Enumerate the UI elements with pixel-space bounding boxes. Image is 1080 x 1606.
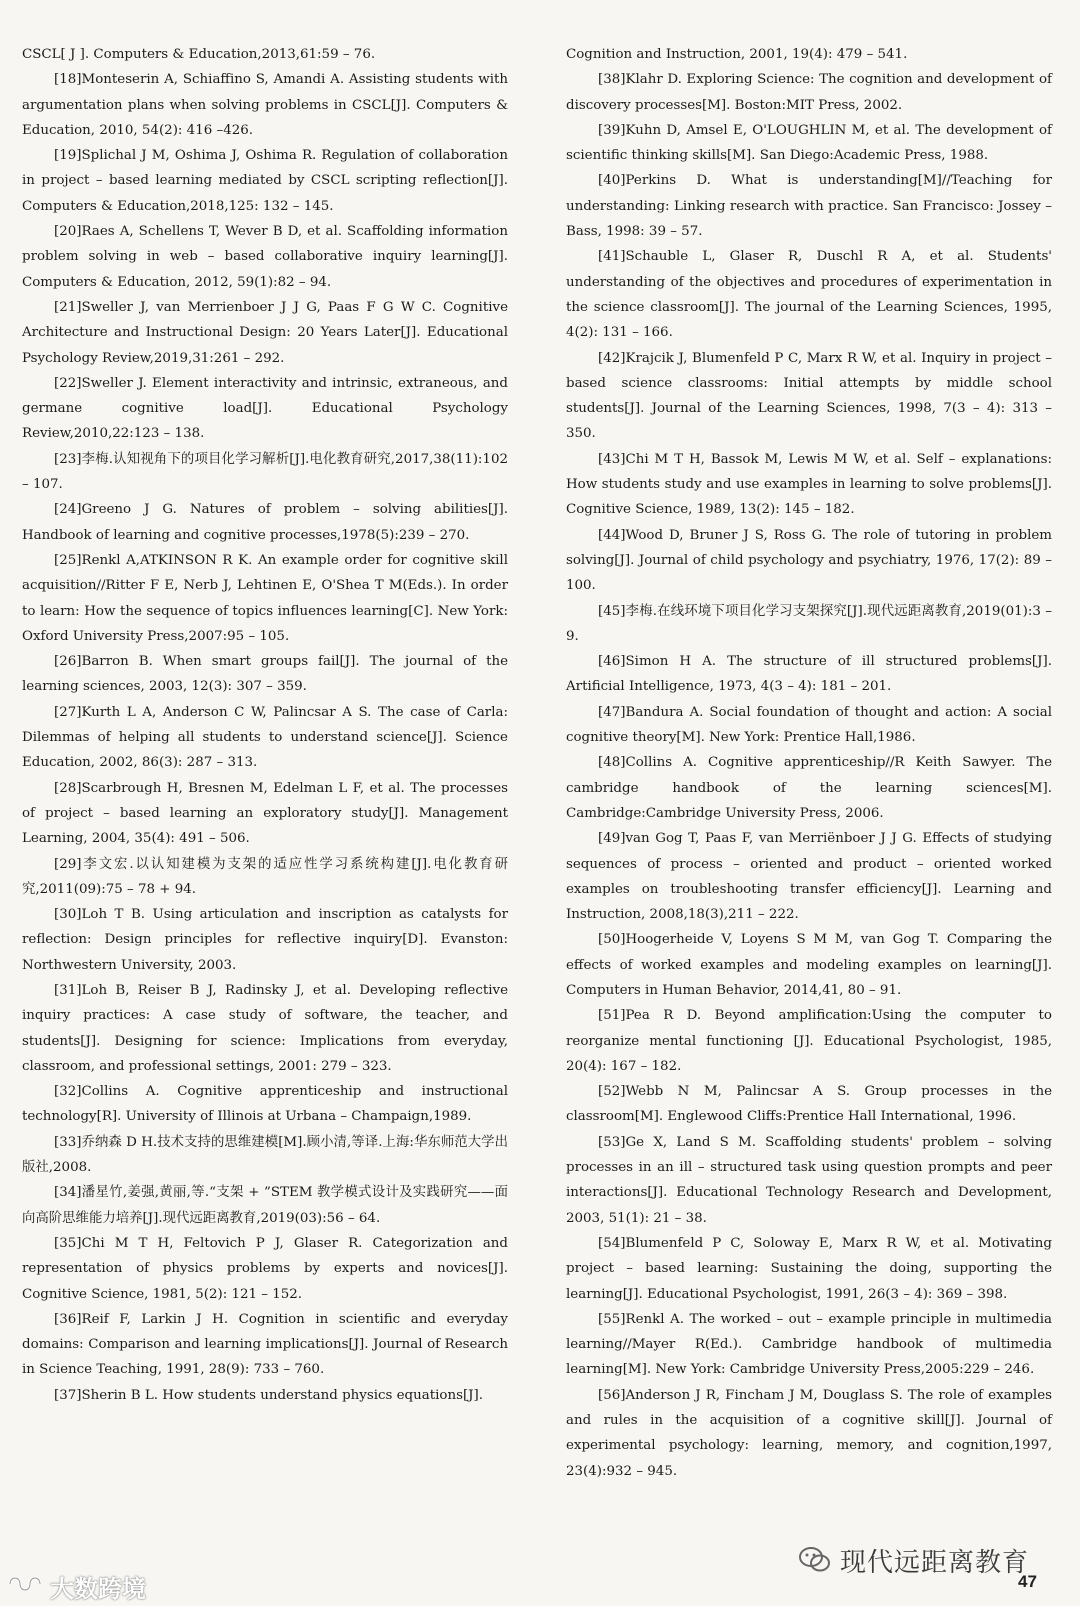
reference-entry: [37]Sherin B L. How students understand physics equations[J]. [54,1387,484,1403]
reference-entry: [54]Blumenfeld P C, Soloway E, Marx R W, et al. Motivating project – based learning: Sustaining the doing, supporting the learning[J]. Educational Psychologist, 1991, 26(3 – 4): 369 – 398. [566,1235,1052,1302]
reference-entry: [32]Collins A. Cognitive apprenticeship and instructional technology[R]. University of Illinois at Urbana – Champaign,1989. [22,1084,508,1125]
reference-entry: [49]van Gog T, Paas F, van Merriënboer J J G. Effects of studying sequences of process – oriented and product – oriented worked examples on troubleshooting transfer efficiency[J]. Learning and Instruction, 2008,18(3),211 – 222. [566,831,1052,923]
reference-entry: [40]Perkins D. What is understanding[M]//Teaching for understanding: Linking research with practice. San Francisco: Jossey – Bass, 1998: 39 – 57. [566,173,1052,240]
reference-entry: [21]Sweller J, van Merrienboer J J G, Paas F G W C. Cognitive Architecture and Instructional Design: 20 Years Later[J]. Educational Psychology Review,2019,31:261 – 292. [22,299,508,366]
reference-entry: [22]Sweller J. Element interactivity and intrinsic, extraneous, and germane cognitive load[J]. Educational Psychology Review,2010,22:123 – 138. [22,375,508,442]
reference-entry: [27]Kurth L A, Anderson C W, Palincsar A S. The case of Carla: Dilemmas of helping all students to understand science[J]. Science Education, 2002, 86(3): 287 – 313. [22,704,508,771]
reference-entry: [47]Bandura A. Social foundation of thought and action: A social cognitive theory[M]. New York: Prentice Hall,1986. [566,704,1052,746]
reference-entry: [35]Chi M T H, Feltovich P J, Glaser R. Categorization and representation of physics problems by experts and novices[J]. Cognitive Science, 1981, 5(2): 121 – 152. [22,1235,508,1302]
corner-watermark [6,1570,146,1602]
reference-entry: [36]Reif F, Larkin J H. Cognition in scientific and everyday domains: Comparison and learning implications[J]. Journal of Research in Science Teaching, 1991, 28(9): 733 – 760. [22,1311,508,1378]
reference-entry: [38]Klahr D. Exploring Science: The cognition and development of discovery processes[M]. Boston:MIT Press, 2002. [566,72,1052,113]
reference-entry: [45]李梅.在线环境下项目化学习支架探究[J].现代远距离教育,2019(01):3 – 9. [566,603,1052,644]
reference-entry: [56]Anderson J R, Fincham J M, Douglass S. The role of examples and rules in the acquisition of a cognitive skill[J]. Journal of experimental psychology: learning, memory, and cognition,1997, 23(4):932 – 945. [566,1387,1052,1479]
wechat-watermark [798,1540,1029,1580]
reference-entry: [23]李梅.认知视角下的项目化学习解析[J].电化教育研究,2017,38(11):102 – 107. [22,451,508,493]
references-column-right [566,42,1052,1484]
reference-entry: [18]Monteserin A, Schiaffino S, Amandi A. Assisting students with argumentation plans when solving problems in CSCL[J]. Computers & Education, 2010, 54(2): 416 –426. [22,72,508,138]
reference-continuation: Cognition and Instruction, 2001, 19(4): 479 – 541. [566,47,908,62]
page-number: 47 [1018,1572,1037,1591]
logo-icon [6,1572,46,1600]
reference-entry: [52]Webb N M, Palincsar A S. Group processes in the classroom[M]. Englewood Cliffs:Prentice Hall International, 1996. [566,1084,1052,1125]
reference-entry: [43]Chi M T H, Bassok M, Lewis M W, et al. Self – explanations: How students study and use examples in learning to solve problems[J]. Cognitive Science, 1989, 13(2): 145 – 182. [566,451,1052,518]
reference-entry: [19]Splichal J M, Oshima J, Oshima R. Regulation of collaboration in project – based learning mediated by CSCL scripting reflection[J]. Computers & Education,2018,125: 132 – 145. [22,148,508,214]
reference-entry: [48]Collins A. Cognitive apprenticeship//R Keith Sawyer. The cambridge handbook of the learning sciences[M]. Cambridge:Cambridge University Press, 2006. [566,755,1052,821]
reference-entry: [41]Schauble L, Glaser R, Duschl R A, et al. Students' understanding of the objectives and procedures of experimentation in the science classroom[J]. The journal of the Learning Sciences, 1995, 4(2): 131 – 166. [566,249,1052,341]
reference-entry: [42]Krajcik J, Blumenfeld P C, Marx R W, et al. Inquiry in project – based science classrooms: Initial attempts by middle school students[J]. Journal of the Learning Sciences, 1998, 7(3 – 4): 313 – 350. [566,350,1052,442]
reference-entry: [50]Hoogerheide V, Loyens S M M, van Gog T. Comparing the effects of worked examples and modeling examples on learning[J]. Computers in Human Behavior, 2014,41, 80 – 91. [566,932,1052,998]
reference-entry: [34]潘星竹,姜强,黄丽,等.“支架 + ”STEM 教学模式设计及实践研究——面向高阶思维能力培养[J].现代远距离教育,2019(03):56 – 64. [22,1185,508,1226]
reference-entry: [53]Ge X, Land S M. Scaffolding students' problem – solving processes in an ill – structured task using question prompts and peer interactions[J]. Educational Technology Research and Development, 2003, 51(1): 21 – 38. [566,1134,1052,1226]
reference-entry: [29]李文宏.以认知建模为支架的适应性学习系统构建[J].电化教育研究,2011(09):75 – 78 + 94. [22,856,508,897]
references-column-left [22,42,508,1408]
reference-entry: [30]Loh T B. Using articulation and inscription as catalysts for reflection: Design principles for reflective inquiry[D]. Evanston: Northwestern University, 2003. [22,907,508,973]
reference-entry: [44]Wood D, Bruner J S, Ross G. The role of tutoring in problem solving[J]. Journal of child psychology and psychiatry, 1976, 17(2): 89 – 100. [566,527,1052,594]
reference-entry: [28]Scarbrough H, Bresnen M, Edelman L F, et al. The processes of project – based learning an exploratory study[J]. Management Learning, 2004, 35(4): 491 – 506. [22,780,508,847]
reference-entry: [33]乔纳森 D H.技术支持的思维建模[M].顾小清,等译.上海:华东师范大学出版社,2008. [22,1134,508,1176]
reference-entry: [24]Greeno J G. Natures of problem – solving abilities[J]. Handbook of learning and cognitive processes,1978(5):239 – 270. [22,502,508,543]
reference-entry: [55]Renkl A. The worked – out – example principle in multimedia learning//Mayer R(Ed.). Cambridge handbook of multimedia learning[M]. New York: Cambridge University Press,2005:229 – 246. [566,1311,1052,1378]
reference-entry: [25]Renkl A,ATKINSON R K. An example order for cognitive skill acquisition//Ritter F E, Nerb J, Lehtinen E, O'Shea T M(Eds.). In order to learn: How the sequence of topics influences learning[C]. New York: Oxford University Press,2007:95 – 105. [22,552,508,644]
reference-entry: [31]Loh B, Reiser B J, Radinsky J, et al. Developing reflective inquiry practices: A case study of software, the teacher, and students[J]. Designing for science: Implications from everyday, classroom, and professional settings, 2001: 279 – 323. [22,982,508,1074]
reference-entry: [39]Kuhn D, Amsel E, O'LOUGHLIN M, et al. The development of scientific thinking skills[M]. San Diego:Academic Press, 1988. [566,122,1052,164]
wechat-icon [798,1546,832,1574]
reference-entry: [26]Barron B. When smart groups fail[J]. The journal of the learning sciences, 2003, 12(3): 307 – 359. [22,654,508,695]
corner-watermark-text: 大数跨境 [50,1574,146,1603]
reference-entry: [51]Pea R D. Beyond amplification:Using the computer to reorganize mental functioning [J]. Educational Psychologist, 1985, 20(4): 167 – 182. [566,1008,1052,1074]
reference-continuation: CSCL[ J ]. Computers & Education,2013,61:59 – 76. [22,47,376,62]
reference-entry: [46]Simon H A. The structure of ill structured problems[J]. Artificial Intelligence, 1973, 4(3 – 4): 181 – 201. [566,654,1052,695]
watermark-text: 现代远距离教育 [840,1547,1030,1578]
reference-entry: [20]Raes A, Schellens T, Wever B D, et al. Scaffolding information problem solving in web – based collaborative inquiry learning[J]. Computers & Education, 2012, 59(1):82 – 94. [22,224,508,290]
